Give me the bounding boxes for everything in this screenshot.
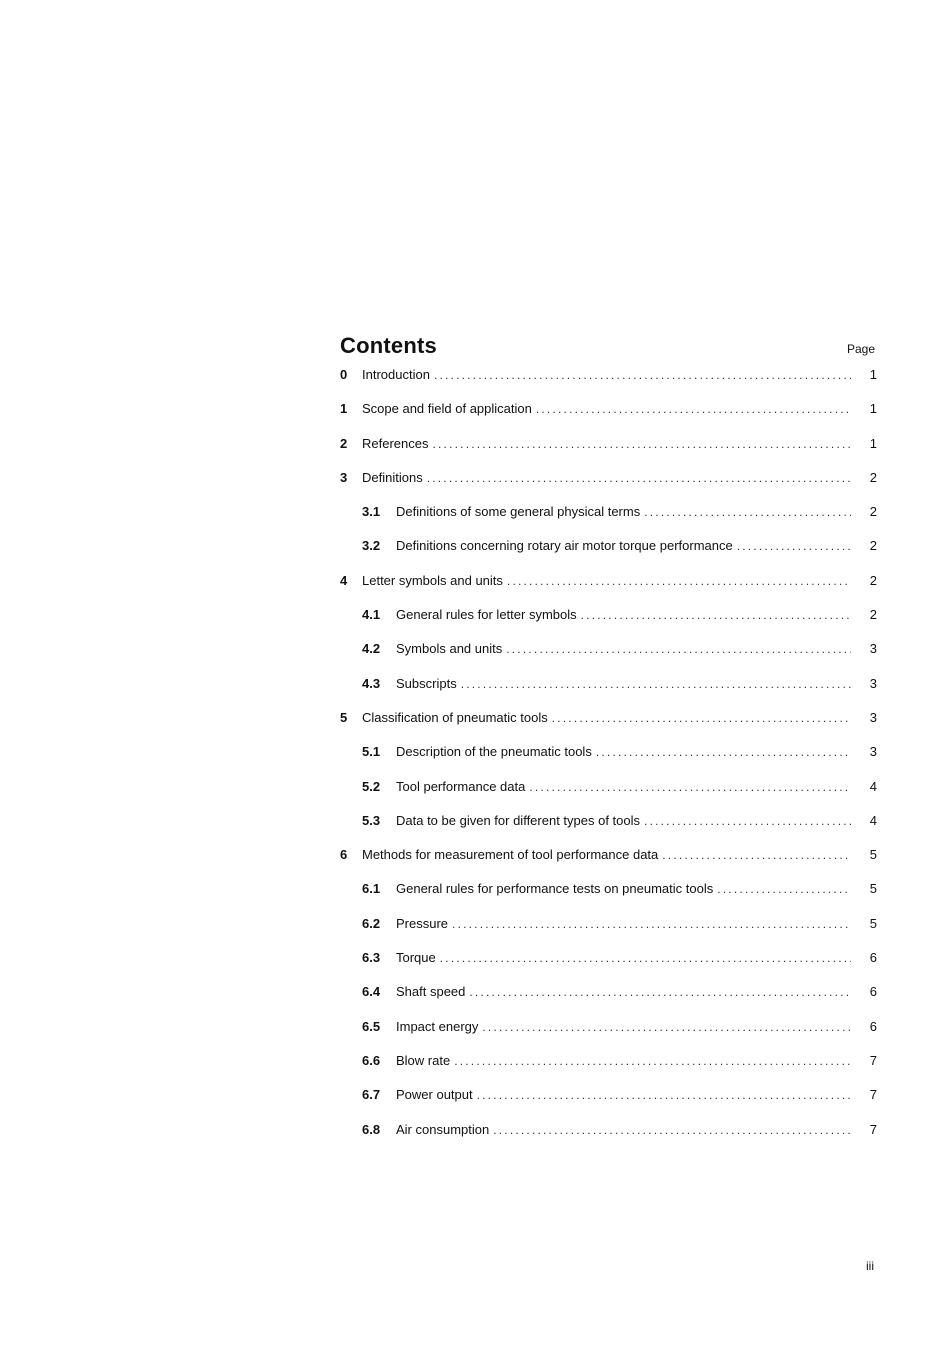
toc-header [340, 333, 880, 367]
toc-entry-page: 1 [869, 435, 877, 451]
dot-leader [737, 539, 851, 553]
toc-entry-page: 6 [869, 950, 877, 966]
dot-leader [432, 437, 851, 451]
page-title: Contents [340, 333, 437, 358]
toc-entry[interactable] [340, 779, 880, 813]
page-column-label: Page [846, 342, 875, 356]
toc-entry[interactable] [340, 573, 880, 607]
toc-entry-page: 3 [869, 744, 877, 760]
toc-entry-number: 6.8 [362, 1121, 381, 1137]
dot-leader [461, 677, 851, 691]
toc-entry-number: 4 [340, 572, 348, 588]
toc-entry[interactable] [340, 1122, 880, 1156]
dot-leader [644, 814, 851, 828]
toc-list [340, 367, 880, 1156]
toc-entry-label: Power output [396, 1087, 473, 1103]
toc-entry-label: Tool performance data [396, 778, 526, 794]
toc-entry[interactable] [340, 401, 880, 435]
toc-entry-label: Scope and field of application [362, 401, 532, 417]
toc-entry-page: 1 [869, 401, 877, 417]
page-number-folio: iii [866, 1259, 874, 1273]
toc-entry-number: 6.7 [362, 1087, 381, 1103]
toc-entry-label: Classification of pneumatic tools [362, 709, 548, 725]
toc-entry[interactable] [340, 950, 880, 984]
toc-entry[interactable] [340, 710, 880, 744]
dot-leader [644, 505, 851, 519]
toc-entry-page: 7 [869, 1052, 877, 1068]
toc-entry-number: 4.3 [362, 675, 381, 691]
toc-entry-page: 2 [869, 538, 877, 554]
toc-entry[interactable] [340, 367, 880, 401]
dot-leader [536, 402, 851, 416]
toc-entry-label: Letter symbols and units [362, 572, 503, 588]
toc-entry-page: 2 [869, 469, 877, 485]
toc-entry-label: General rules for performance tests on pneumatic tools [396, 881, 714, 897]
toc-entry-number: 5.3 [362, 812, 381, 828]
toc-entry-label: Shaft speed [396, 984, 466, 1000]
toc-entry[interactable] [340, 1019, 880, 1053]
toc-entry[interactable] [340, 676, 880, 710]
dot-leader [581, 608, 851, 622]
toc-entry[interactable] [340, 1053, 880, 1087]
dot-leader [427, 471, 851, 485]
toc-entry-label: Data to be given for different types of tools [396, 812, 641, 828]
toc-entry-page: 5 [869, 881, 877, 897]
toc-entry-number: 6.1 [362, 881, 381, 897]
toc-entry-label: Definitions [362, 469, 423, 485]
dot-leader [506, 642, 851, 656]
toc-entry-label: Definitions concerning rotary air motor torque performance [396, 538, 733, 554]
toc-entry-label: Blow rate [396, 1052, 451, 1068]
toc-entry-number: 6.2 [362, 915, 381, 931]
dot-leader [482, 1020, 851, 1034]
toc-entry[interactable] [340, 607, 880, 641]
dot-leader [493, 1123, 851, 1137]
toc-entry-page: 3 [869, 675, 877, 691]
toc-entry-label: General rules for letter symbols [396, 607, 577, 623]
toc-entry-label: Pressure [396, 915, 449, 931]
toc-entry-page: 2 [869, 607, 877, 623]
toc-entry[interactable] [340, 881, 880, 915]
toc-entry-label: Description of the pneumatic tools [396, 744, 592, 760]
toc-entry-number: 6.6 [362, 1052, 381, 1068]
dot-leader [452, 917, 851, 931]
toc-entry[interactable] [340, 504, 880, 538]
toc-entry-label: Methods for measurement of tool performance data [362, 847, 659, 863]
toc-entry-number: 5.1 [362, 744, 381, 760]
toc-entry-label: Symbols and units [396, 641, 503, 657]
toc-entry-page: 7 [869, 1087, 877, 1103]
toc-entry[interactable] [340, 538, 880, 572]
toc-entry-page: 2 [869, 572, 877, 588]
toc-entry-page: 7 [869, 1121, 877, 1137]
toc-entry-number: 6.4 [362, 984, 381, 1000]
toc-entry-number: 3.1 [362, 504, 381, 520]
dot-leader [477, 1088, 851, 1102]
toc-entry-page: 5 [869, 847, 877, 863]
toc-entry-page: 2 [869, 504, 877, 520]
dot-leader [662, 848, 851, 862]
toc-entry[interactable] [340, 470, 880, 504]
toc-entry[interactable] [340, 436, 880, 470]
toc-entry[interactable] [340, 847, 880, 881]
dot-leader [717, 882, 851, 896]
toc-entry[interactable] [340, 984, 880, 1018]
toc-entry[interactable] [340, 744, 880, 778]
toc-entry-label: Definitions of some general physical terms [396, 504, 641, 520]
toc-entry-page: 5 [869, 915, 877, 931]
dot-leader [434, 368, 851, 382]
toc-entry-number: 0 [340, 367, 348, 382]
toc-entry-number: 2 [340, 435, 348, 451]
toc-entry-page: 6 [869, 1018, 877, 1034]
toc-entry-page: 3 [869, 709, 877, 725]
dot-leader [552, 711, 851, 725]
dot-leader [440, 951, 851, 965]
dot-leader [507, 574, 851, 588]
toc-entry-page: 3 [869, 641, 877, 657]
toc-entry-page: 4 [869, 778, 877, 794]
dot-leader [529, 780, 851, 794]
toc-entry-label: Subscripts [396, 675, 457, 691]
toc-entry-number: 5.2 [362, 778, 381, 794]
dot-leader [596, 745, 851, 759]
dot-leader [469, 985, 851, 999]
toc-entry-number: 6 [340, 847, 348, 863]
toc-entry-number: 5 [340, 709, 348, 725]
toc-entry-number: 6.3 [362, 950, 381, 966]
toc-entry-number: 4.1 [362, 607, 381, 623]
toc-entry-page: 4 [869, 812, 877, 828]
toc-entry-label: Introduction [362, 367, 430, 382]
toc-entry-label: Torque [396, 950, 436, 966]
toc-entry-page: 6 [869, 984, 877, 1000]
toc-entry-number: 6.5 [362, 1018, 381, 1034]
toc-entry-number: 3 [340, 469, 348, 485]
toc-entry-number: 3.2 [362, 538, 381, 554]
toc-entry[interactable] [340, 813, 880, 847]
toc-entry-label: Impact energy [396, 1018, 479, 1034]
toc-entry[interactable] [340, 641, 880, 675]
toc-entry-label: Air consumption [396, 1121, 490, 1137]
toc-entry-number: 4.2 [362, 641, 381, 657]
toc-entry-number: 1 [340, 401, 348, 417]
toc-entry[interactable] [340, 916, 880, 950]
table-of-contents [340, 333, 880, 1156]
toc-entry-label: References [362, 435, 429, 451]
toc-entry[interactable] [340, 1087, 880, 1121]
toc-entry-page: 1 [869, 367, 877, 382]
dot-leader [454, 1054, 851, 1068]
